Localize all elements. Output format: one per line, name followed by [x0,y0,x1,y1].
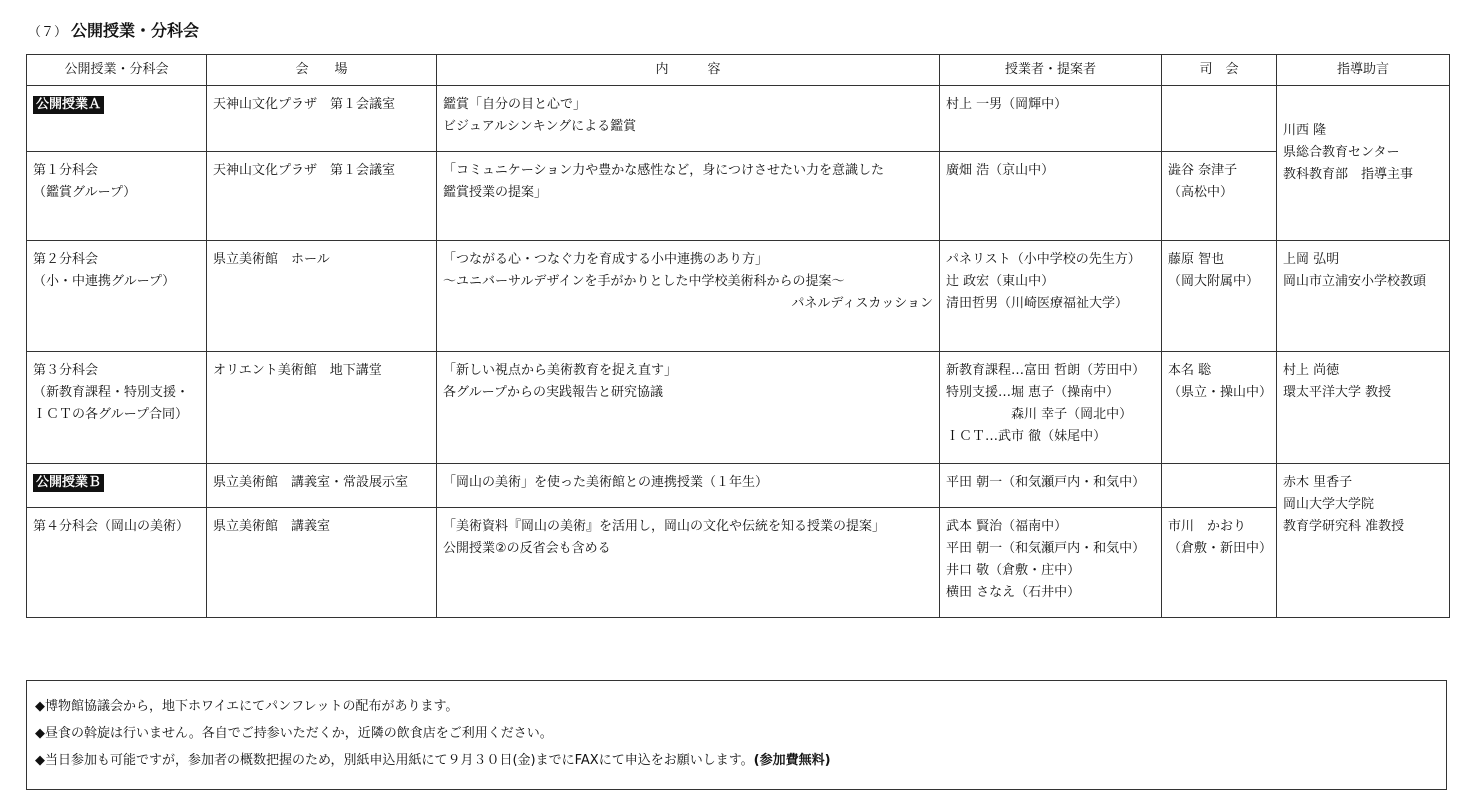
moderator-line: 本名 聡 [1168,363,1212,378]
table-row [27,464,1450,508]
content-line: 「岡山の美術」を使った美術館との連携授業（１年生） [443,475,769,490]
venue-cell [207,464,437,508]
content-line: ビジュアルシンキングによる鑑賞 [443,119,637,134]
content-line: 「美術資料『岡山の美術』を活用し，岡山の文化や伝統を知る授業の提案」 [443,519,886,534]
session-cell [27,241,207,352]
venue-cell [207,352,437,464]
session-line: 第３分科会 [33,363,99,378]
presenter-line: 井口 敬（倉敷・庄中） [946,563,1081,578]
advisor-cell [1277,464,1450,618]
section-number: （７） [28,25,68,40]
moderator-line: 藤原 智也 [1168,252,1225,267]
moderator-line: 澁谷 奈津子 [1168,163,1238,178]
session-cell [27,508,207,618]
note-pamphlet: ◆博物館協議会から，地下ホワイエにてパンフレットの配布があります。 [35,699,459,714]
presenter-cell [940,86,1162,152]
content-cell [437,464,940,508]
presenter-text: 村上 一男（岡輝中） [946,97,1068,112]
content-line: 「新しい視点から美術教育を捉え直す」 [443,363,678,378]
session-line: 第１分科会 [33,163,99,178]
content-cell [437,86,940,152]
presenter-line: 清田哲男（川崎医療福祉大学） [946,296,1129,311]
moderator-cell [1162,152,1277,241]
moderator-cell [1162,352,1277,464]
venue-text: 県立美術館 講義室・常設展示室 [213,475,409,490]
advisor-cell [1277,241,1450,352]
venue-text: 県立美術館 ホール [213,252,330,267]
venue-cell [207,86,437,152]
advisor-line: 環太平洋大学 教授 [1283,385,1392,400]
table-row [27,152,1450,241]
advisor-line: 岡山大学大学院 [1283,497,1375,512]
header-session: 公開授業・分科会 [27,55,207,86]
table-row [27,86,1450,152]
presenter-line: パネリスト（小中学校の先生方） [946,252,1141,267]
advisor-line: 教育学研究科 准教授 [1283,519,1405,534]
moderator-line: （岡大附属中） [1168,274,1260,289]
header-moderator: 司 会 [1162,55,1277,86]
content-line-right: パネルディスカッション [791,296,933,311]
presenter-text: 廣畑 浩（京山中） [946,163,1055,178]
content-line: 「コミュニケーション力や豊かな感性など，身につけさせたい力を意識した [443,163,884,178]
section-title [28,18,199,44]
venue-text: 天神山文化プラザ 第１会議室 [213,163,396,178]
content-line: 公開授業②の反省会も含める [443,541,611,556]
presenter-line: 森川 幸子（岡北中） [946,407,1133,422]
presenter-line: ＩＣＴ…武市 徹（妹尾中） [946,429,1107,444]
venue-cell [207,508,437,618]
public-lesson-b-badge: 公開授業Ｂ [33,474,104,492]
moderator-line: （県立・操山中） [1168,385,1273,400]
session-cell [27,86,207,152]
presenter-line: 特別支援…堀 恵子（操南中） [946,385,1120,400]
presenter-line: 武本 賢治（福南中） [946,519,1068,534]
note-lunch: ◆昼食の斡旋は行いません。各自でご持参いただくか，近隣の飲食店をご利用ください。 [35,726,553,741]
content-cell [437,508,940,618]
section-title-text: 公開授業・分科会 [71,21,200,40]
presenter-line: 新教育課程…富田 哲朗（芳田中） [946,363,1146,378]
notes-box [26,680,1447,790]
content-line: 「つながる心・つなぐ力を育成する小中連携のあり方」 [443,252,769,267]
advisor-line: 岡山市立浦安小学校教頭 [1283,274,1427,289]
presenter-cell [940,508,1162,618]
presenter-text: 平田 朝一（和気瀬戸内・和気中） [946,475,1146,490]
advisor-line: 川西 隆 [1283,123,1327,138]
content-cell [437,352,940,464]
presenter-line: 平田 朝一（和気瀬戸内・和気中） [946,541,1146,556]
moderator-cell [1162,464,1277,508]
content-line: 鑑賞「自分の目と心で」 [443,97,587,112]
presenter-cell [940,464,1162,508]
note-registration-text: ◆当日参加も可能ですが，参加者の概数把握のため，別紙申込用紙にて９月３０日(金)までにFAXにて申込をお願いします。 [35,753,754,768]
session-line: （新教育課程・特別支援・ [33,385,190,400]
moderator-cell [1162,86,1277,152]
session-line: ＩＣＴの各グループ合同） [33,407,188,422]
advisor-line: 教科教育部 指導主事 [1283,167,1414,182]
venue-text: 県立美術館 講義室 [213,519,331,534]
table-header-row [27,55,1450,86]
advisor-cell [1277,352,1450,464]
table-row [27,241,1450,352]
content-line: 各グループからの実践報告と研究協議 [443,385,663,400]
session-cell [27,464,207,508]
presenter-cell [940,152,1162,241]
advisor-cell [1277,86,1450,241]
venue-text: オリエント美術館 地下講堂 [213,363,382,378]
public-lesson-a-badge: 公開授業Ａ [33,96,104,114]
venue-text: 天神山文化プラザ 第１会議室 [213,97,396,112]
advisor-line: 村上 尚徳 [1283,363,1340,378]
session-cell [27,352,207,464]
session-cell [27,152,207,241]
note-registration [35,747,1438,774]
venue-cell [207,241,437,352]
advisor-line: 上岡 弘明 [1283,252,1340,267]
moderator-cell [1162,508,1277,618]
table-row [27,352,1450,464]
free-participation-label: (参加費無料) [753,753,831,768]
content-line: 鑑賞授業の提案」 [443,185,548,200]
content-cell [437,152,940,241]
session-line: （小・中連携グループ） [33,274,176,289]
moderator-cell [1162,241,1277,352]
header-presenter: 授業者・提案者 [940,55,1162,86]
moderator-line: （高松中） [1168,185,1234,200]
content-cell [437,241,940,352]
session-line: 第２分科会 [33,252,99,267]
content-line: ～ユニバーサルデザインを手がかりとした中学校美術科からの提案～ [443,274,845,289]
advisor-line: 赤木 里香子 [1283,475,1353,490]
presenter-line: 横田 さなえ（石井中） [946,585,1081,600]
venue-cell [207,152,437,241]
presenter-cell [940,352,1162,464]
table-row [27,508,1450,618]
session-line: （鑑賞グループ） [33,185,137,200]
header-venue: 会 場 [207,55,437,86]
header-content: 内 容 [437,55,940,86]
moderator-line: 市川 かおり [1168,519,1247,534]
session-line: 第４分科会（岡山の美術） [33,519,190,534]
presenter-line: 辻 政宏（東山中） [946,274,1055,289]
schedule-table [26,54,1450,618]
presenter-cell [940,241,1162,352]
header-advisor: 指導助言 [1277,55,1450,86]
moderator-line: （倉敷・新田中） [1168,541,1273,556]
advisor-line: 県総合教育センター [1283,145,1400,160]
